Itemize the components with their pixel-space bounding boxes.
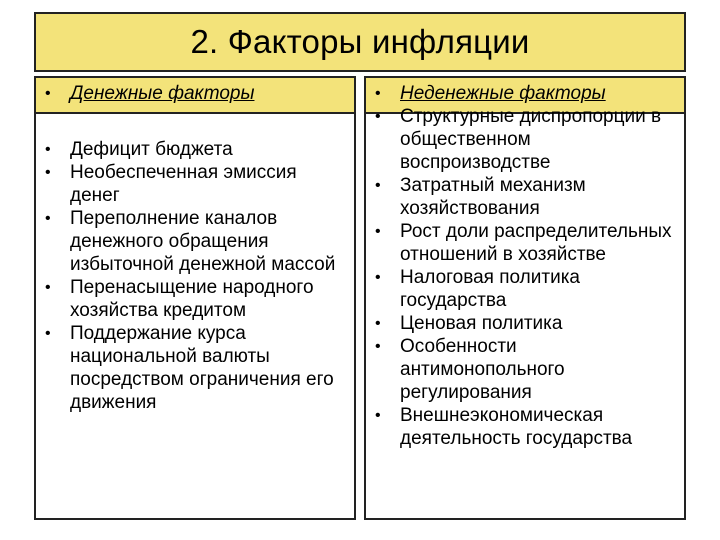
list-item-text: Переполнение каналов денежного обращения избыточной денежной массой (70, 208, 336, 275)
monetary-heading: Денежные факторы (70, 83, 255, 104)
list-item (366, 266, 684, 312)
list-item-text: Необеспеченная эмиссия денег (70, 162, 297, 206)
bullet-icon: • (375, 315, 381, 332)
bullet-icon: • (45, 85, 51, 102)
list-item (366, 105, 684, 174)
list-item (366, 312, 684, 335)
monetary-factors-panel (34, 76, 356, 520)
monetary-factors-list (36, 138, 354, 414)
non-monetary-heading-item (366, 82, 684, 105)
monetary-heading-list (36, 82, 354, 105)
bullet-icon: • (45, 210, 51, 227)
list-item (36, 322, 354, 414)
list-item-text: Особенности антимонопольного регулирования (400, 336, 565, 403)
list-item (36, 138, 354, 161)
list-item-text: Поддержание курса национальной валюты посредством ограничения его движения (70, 323, 334, 413)
title-banner (34, 12, 686, 72)
list-item (36, 276, 354, 322)
list-item (36, 161, 354, 207)
bullet-icon: • (45, 279, 51, 296)
non-monetary-factors-panel (364, 76, 686, 520)
bullet-icon: • (45, 325, 51, 342)
list-item (366, 174, 684, 220)
bullet-icon: • (375, 85, 381, 102)
page-title: 2. Факторы инфляции (190, 23, 530, 60)
list-item (366, 335, 684, 404)
list-item-text: Ценовая политика (400, 313, 563, 334)
bullet-icon: • (375, 338, 381, 355)
list-item (366, 404, 684, 450)
list-item-text: Затратный механизм хозяйствования (400, 175, 586, 219)
list-item-text: Перенасыщение народного хозяйства кредитом (70, 277, 314, 321)
bullet-icon: • (375, 269, 381, 286)
bullet-icon: • (375, 177, 381, 194)
list-item-text: Внешнеэкономическая деятельность государства (400, 405, 633, 449)
non-monetary-heading: Неденежные факторы (400, 83, 606, 104)
list-item-text: Структурные диспропорции в общественном воспроизводстве (400, 106, 662, 173)
list-item (366, 220, 684, 266)
bullet-icon: • (45, 164, 51, 181)
non-monetary-factors-list (366, 82, 684, 450)
monetary-heading-item (36, 82, 354, 105)
bullet-icon: • (375, 407, 381, 424)
bullet-icon: • (375, 108, 381, 125)
bullet-icon: • (375, 223, 381, 240)
list-item (36, 207, 354, 276)
bullet-icon: • (45, 141, 51, 158)
list-item-text: Дефицит бюджета (70, 139, 233, 160)
list-item-text: Рост доли распределительных отношений в хозяйстве (400, 221, 672, 265)
list-item-text: Налоговая политика государства (400, 267, 580, 311)
